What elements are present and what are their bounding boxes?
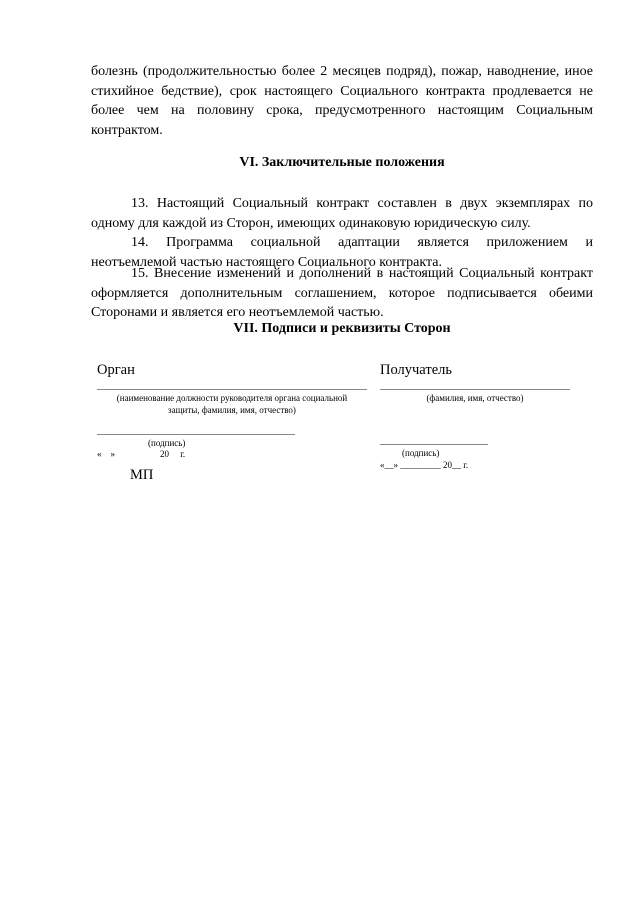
authority-name-line xyxy=(97,389,367,390)
paragraph-continuation: болезнь (продолжительностью более 2 месяцев подряд), пожар, наводнение, иное стихийное бедствие), срок настоящего Социального контракта продлевается не более чем на половину срока, предусмотренного настоящим Социальным контрактом. xyxy=(91,64,593,138)
recipient-date-line: «__» _________ 20__ г. xyxy=(380,460,469,470)
signatory-authority-title: Орган xyxy=(97,362,135,378)
signatory-recipient-title: Получатель xyxy=(380,362,452,378)
clause-13: 13. Настоящий Социальный контракт составлен в двух экземплярах по одному для каждой из Сторон, имеющих одинаковую юридическую силу. xyxy=(91,196,593,231)
clause-15: 15. Внесение изменений и дополнений в настоящий Социальный контракт оформляется дополнительным соглашением, которое подписывается обеими Сторонами и является его неотъемлемой частью. xyxy=(91,266,593,320)
authority-caption-line2: защиты, фамилия, имя, отчество) xyxy=(168,405,296,415)
authority-date-line: « » 20 г. xyxy=(97,449,186,459)
authority-caption-line1: (наименование должности руководителя органа социальной xyxy=(116,393,348,403)
recipient-name-line xyxy=(380,389,570,390)
recipient-caption: (фамилия, имя, отчество) xyxy=(426,393,524,403)
section-7-heading: VII. Подписи и реквизиты Сторон xyxy=(233,321,451,336)
stamp-placeholder: МП xyxy=(130,467,154,483)
authority-signature-caption: (подпись) xyxy=(148,438,186,448)
clause-14: 14. Программа социальной адаптации является приложением и неотъемлемой частью настоящего Социального контракта. xyxy=(91,235,593,270)
recipient-signature-line xyxy=(380,444,488,445)
authority-signature-line xyxy=(97,434,295,435)
recipient-signature-caption: (подпись) xyxy=(402,448,440,458)
section-6-heading: VI. Заключительные положения xyxy=(239,155,445,170)
